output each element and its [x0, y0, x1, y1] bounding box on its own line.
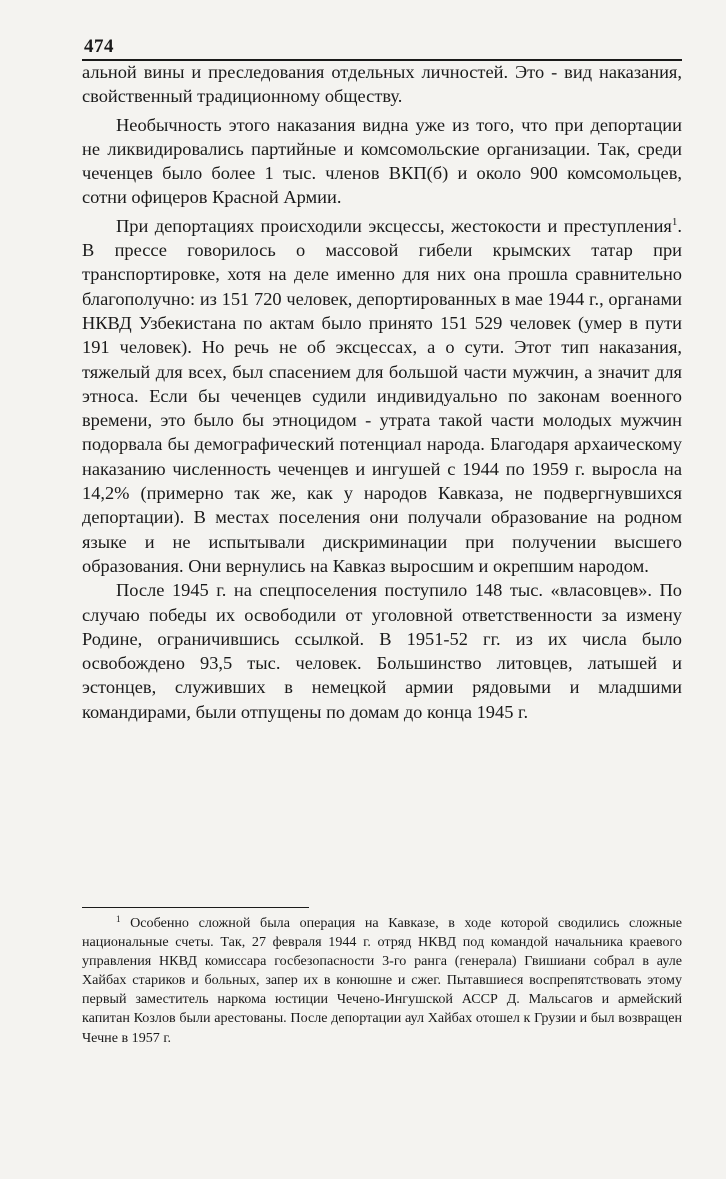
paragraph-body-text: . В прессе говорилось о массовой гибели крымских татар при транспортировке, хотя на деле именно для них она прошла сравнительно благополучно: из 151 720 человек, депортированных в мае 1944 г., органами НКВД Узбекистана по актам было принято 151 529 человек (умер в пути 191 человек). Но речь не об эксцессах, а о сути. Этот тип наказания, тяжелый для всех, был спасением для большой части мужчин, а значит для этноса. Если бы чеченцев судили индивидуально по законам военного времени, это было бы этноцидом - утрата такой части молодых мужчин подорвала бы демографический потенциал народа. Благодаря архаическому наказанию численность чеченцев и ингушей с 1944 по 1959 г. выросла на 14,2% (примерно так же, как у народов Кавказа, не подвергнувшихся депортации). В местах поселения они получали образование на родном языке и не испытывали дискриминации при получении высшего образования. Они вернулись на Кавказ выросшим и окрепшим народом.	[82, 215, 682, 576]
paragraph-after-1945: После 1945 г. на спецпоселения поступило 148 тыс. «власовцев». По случаю победы их освободили от уголовной ответственности за измену Родине, ограничившись ссылкой. В 1951-52 гг. из их числа было освобождено 93,5 тыс. человек. Большинство литовцев, латышей и эстонцев, служивших в немецкой армии рядовыми и младшими командирами, были отпущены по домам до конца 1945 г.	[82, 580, 682, 722]
footnote-text: Особенно сложной была операция на Кавказе, в ходе которой сводились сложные национальные счеты. Так, 27 февраля 1944 г. отряд НКВД под командой начальника краевого управления НКВД комиссара госбезопасности 3-го ранга (генерала) Гвишиани собрал в ауле Хайбах стариков и больных, запер их в конюшне и сжег. Пытавшиеся воспрепятствовать этому первый заместитель наркома юстиции Чечено-Ингушской АССР Д. Мальсагов и армейский капитан Козлов были арестованы. После депортации аул Хайбах отошел к Грузии и был возвращен Чечне в 1957 г.	[82, 915, 682, 1046]
footnote-marker: 1	[116, 914, 121, 924]
page-number: 474	[84, 36, 114, 57]
footnote-separator	[82, 907, 309, 908]
paragraph-lead-text: При депортациях происходили эксцессы, жестокости и преступления	[116, 215, 672, 236]
main-text	[82, 60, 682, 724]
paragraph-deportation-excesses	[82, 214, 682, 578]
footnote	[82, 914, 682, 1048]
paragraph-unusual-punishment: Необычность этого наказания видна уже из того, что при депортации не ликвидировались партийные и комсомольские организации. Так, среди чеченцев было более 1 тыс. членов ВКП(б) и около 900 комсомольцев, сотни офицеров Красной Армии.	[82, 114, 682, 208]
paragraph-continued: альной вины и преследования отдельных личностей. Это - вид наказания, свойственный традиционному обществу.	[82, 62, 682, 107]
footnote-reference: 1	[671, 215, 678, 228]
